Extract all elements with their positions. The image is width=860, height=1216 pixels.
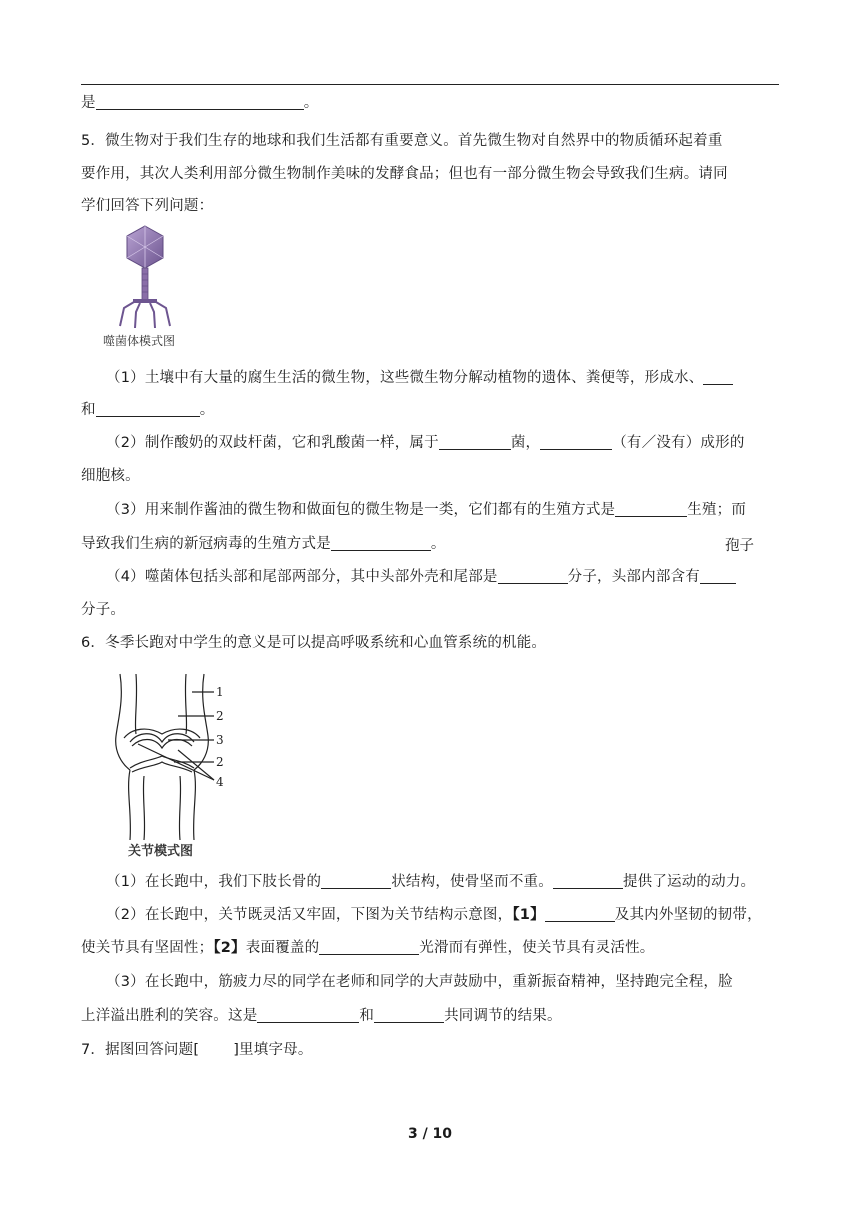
phage-figure-caption: 噬菌体模式图 [103,334,176,348]
answer-blank[interactable] [703,369,733,385]
answer-blank[interactable] [700,568,736,584]
page-number: 3 / 10 [407,1126,453,1142]
q6-sub1-line: （1）在长跑中，我们下肢长骨的 状结构，使骨坚而不重。 提供了运动的动力。 [106,874,756,890]
q5-sub1-line-2: 和 。 [81,402,215,418]
q5-sub4-line-2: 分子。 [81,602,126,618]
answer-blank[interactable] [257,1007,359,1023]
answer-blank[interactable] [331,535,431,551]
q5-intro-line-3: 学们回答下列问题： [81,198,214,214]
joint-label: 2 [216,709,224,723]
answer-blank[interactable] [96,94,304,110]
q6-sub3-line-1: （3）在长跑中，筋疲力尽的同学在老师和同学的大声鼓励中，重新振奋精神，坚持跑完全程，脸 [106,974,733,990]
stray-answer-text: 孢子 [725,538,754,554]
joint-label: 3 [216,733,224,747]
joint-label: 1 [216,685,224,699]
q6-intro: 6．冬季长跑对中学生的意义是可以提高呼吸系统和心血管系统的机能。 [81,635,547,651]
knee-joint-diagram [108,672,238,842]
answer-blank[interactable] [615,501,687,517]
q6-sub2-line-1: （2）在长跑中，关节既灵活又牢固，下图为关节结构示意图，【1】 及其内外坚韧的韧带， [106,907,762,923]
answer-blank[interactable] [553,873,623,889]
answer-blank[interactable] [540,434,612,450]
answer-blank[interactable] [321,873,391,889]
bacteriophage-diagram [100,222,190,332]
q6-sub3-line-2: 上洋溢出胜利的笑容。这是 和 共同调节的结果。 [81,1008,562,1024]
answer-blank[interactable] [374,1007,444,1023]
joint-label: 2 [216,755,224,769]
joint-label: 4 [216,775,224,789]
prev-answer-line: 是 。 [81,95,319,111]
q5-sub4-line-1: （4）噬菌体包括头部和尾部两部分，其中头部外壳和尾部是 分子，头部内部含有 [106,567,736,587]
q5-sub2-line-1: （2）制作酸奶的双歧杆菌，它和乳酸菌一样，属于 菌， （有／没有）成形的 [106,435,745,451]
q5-sub3-line-1: （3）用来制作酱油的微生物和做面包的微生物是一类，它们都有的生殖方式是 生殖；而 [106,502,747,518]
top-rule [81,84,779,85]
q5-intro-line-1: 5．微生物对于我们生存的地球和我们生活都有重要意义。首先微生物对自然界中的物质循环起着重 [81,133,723,149]
answer-blank[interactable] [96,401,200,417]
answer-blank[interactable] [545,906,615,922]
q7-intro: 7．据图回答问题[ ]里填字母。 [81,1042,313,1058]
q6-sub2-line-2: 使关节具有坚固性；【2】表面覆盖的 光滑而有弹性，使关节具有灵活性。 [81,940,655,956]
q5-sub1-line-1: （1）土壤中有大量的腐生生活的微生物，这些微生物分解动植物的遗体、粪便等，形成水、 [106,368,733,388]
answer-blank[interactable] [498,568,568,584]
answer-blank[interactable] [319,939,419,955]
joint-figure-caption: 关节模式图 [128,844,194,859]
q5-intro-line-2: 要作用，其次人类利用部分微生物制作美味的发酵食品；但也有一部分微生物会导致我们生病。请同 [81,166,728,182]
q5-sub2-line-2: 细胞核。 [81,468,140,484]
answer-blank[interactable] [439,434,511,450]
q5-sub3-line-2: 导致我们生病的新冠病毒的生殖方式是 。 [81,536,446,552]
